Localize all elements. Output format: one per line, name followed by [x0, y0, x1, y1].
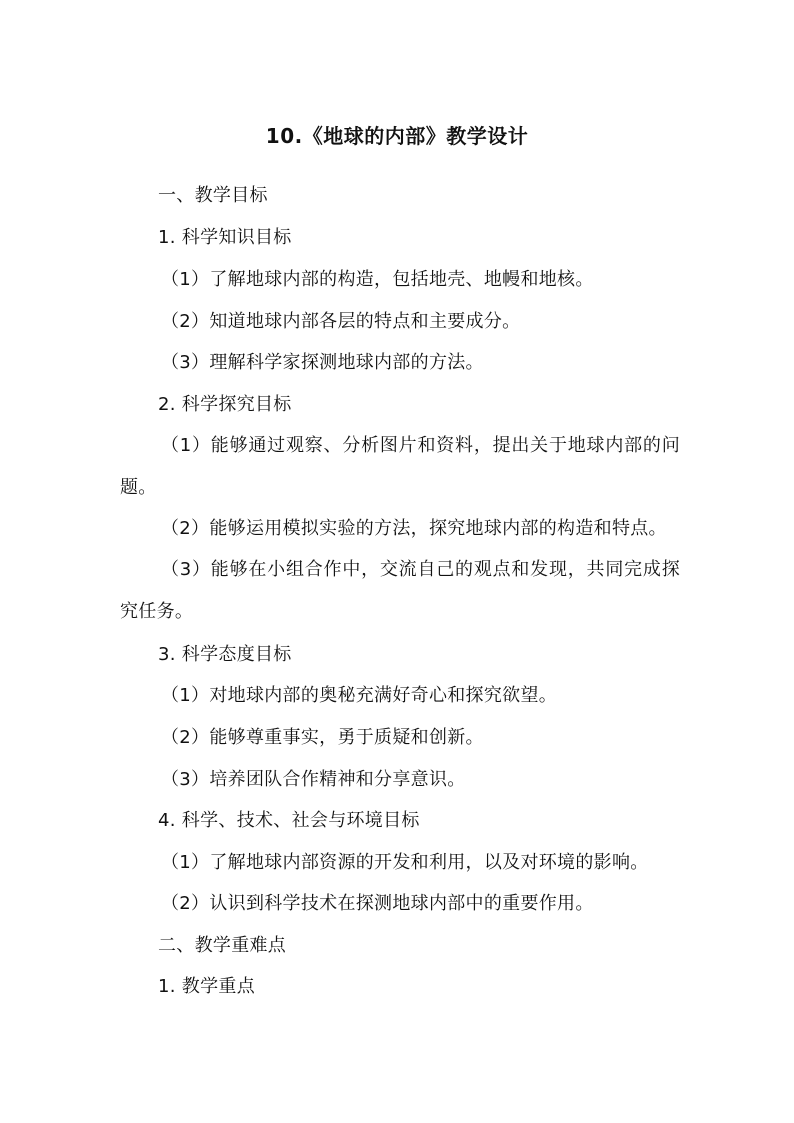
inquiry-item-1: （1）能够通过观察、分析图片和资料，提出关于地球内部的问题。 [120, 435, 680, 498]
document-title: 10.《地球的内部》教学设计 [265, 124, 529, 148]
inquiry-item-2: （2）能够运用模拟实验的方法，探究地球内部的构造和特点。 [161, 518, 667, 539]
knowledge-item-1: （1）了解地球内部的构造，包括地壳、地幔和地核。 [161, 269, 594, 290]
subheading-knowledge: 1. 科学知识目标 [158, 227, 292, 248]
attitude-item-1: （1）对地球内部的奥秘充满好奇心和探究欲望。 [161, 685, 558, 706]
knowledge-item-2: （2）知道地球内部各层的特点和主要成分。 [161, 311, 521, 332]
section-heading-objectives: 一、教学目标 [158, 185, 268, 206]
knowledge-item-3: （3）理解科学家探测地球内部的方法。 [161, 352, 484, 373]
subheading-key-points: 1. 教学重点 [158, 976, 255, 997]
inquiry-item-3: （3）能够在小组合作中，交流自己的观点和发现，共同完成探究任务。 [120, 559, 680, 622]
attitude-item-2: （2）能够尊重事实，勇于质疑和创新。 [161, 727, 484, 748]
subheading-sts: 4. 科学、技术、社会与环境目标 [158, 810, 420, 831]
sts-item-1: （1）了解地球内部资源的开发和利用，以及对环境的影响。 [161, 852, 649, 873]
subheading-attitude: 3. 科学态度目标 [158, 644, 292, 665]
attitude-item-3: （3）培养团队合作精神和分享意识。 [161, 769, 466, 790]
section-heading-key-difficult: 二、教学重难点 [158, 935, 287, 956]
subheading-inquiry: 2. 科学探究目标 [158, 394, 292, 415]
sts-item-2: （2）认识到科学技术在探测地球内部中的重要作用。 [161, 893, 594, 914]
